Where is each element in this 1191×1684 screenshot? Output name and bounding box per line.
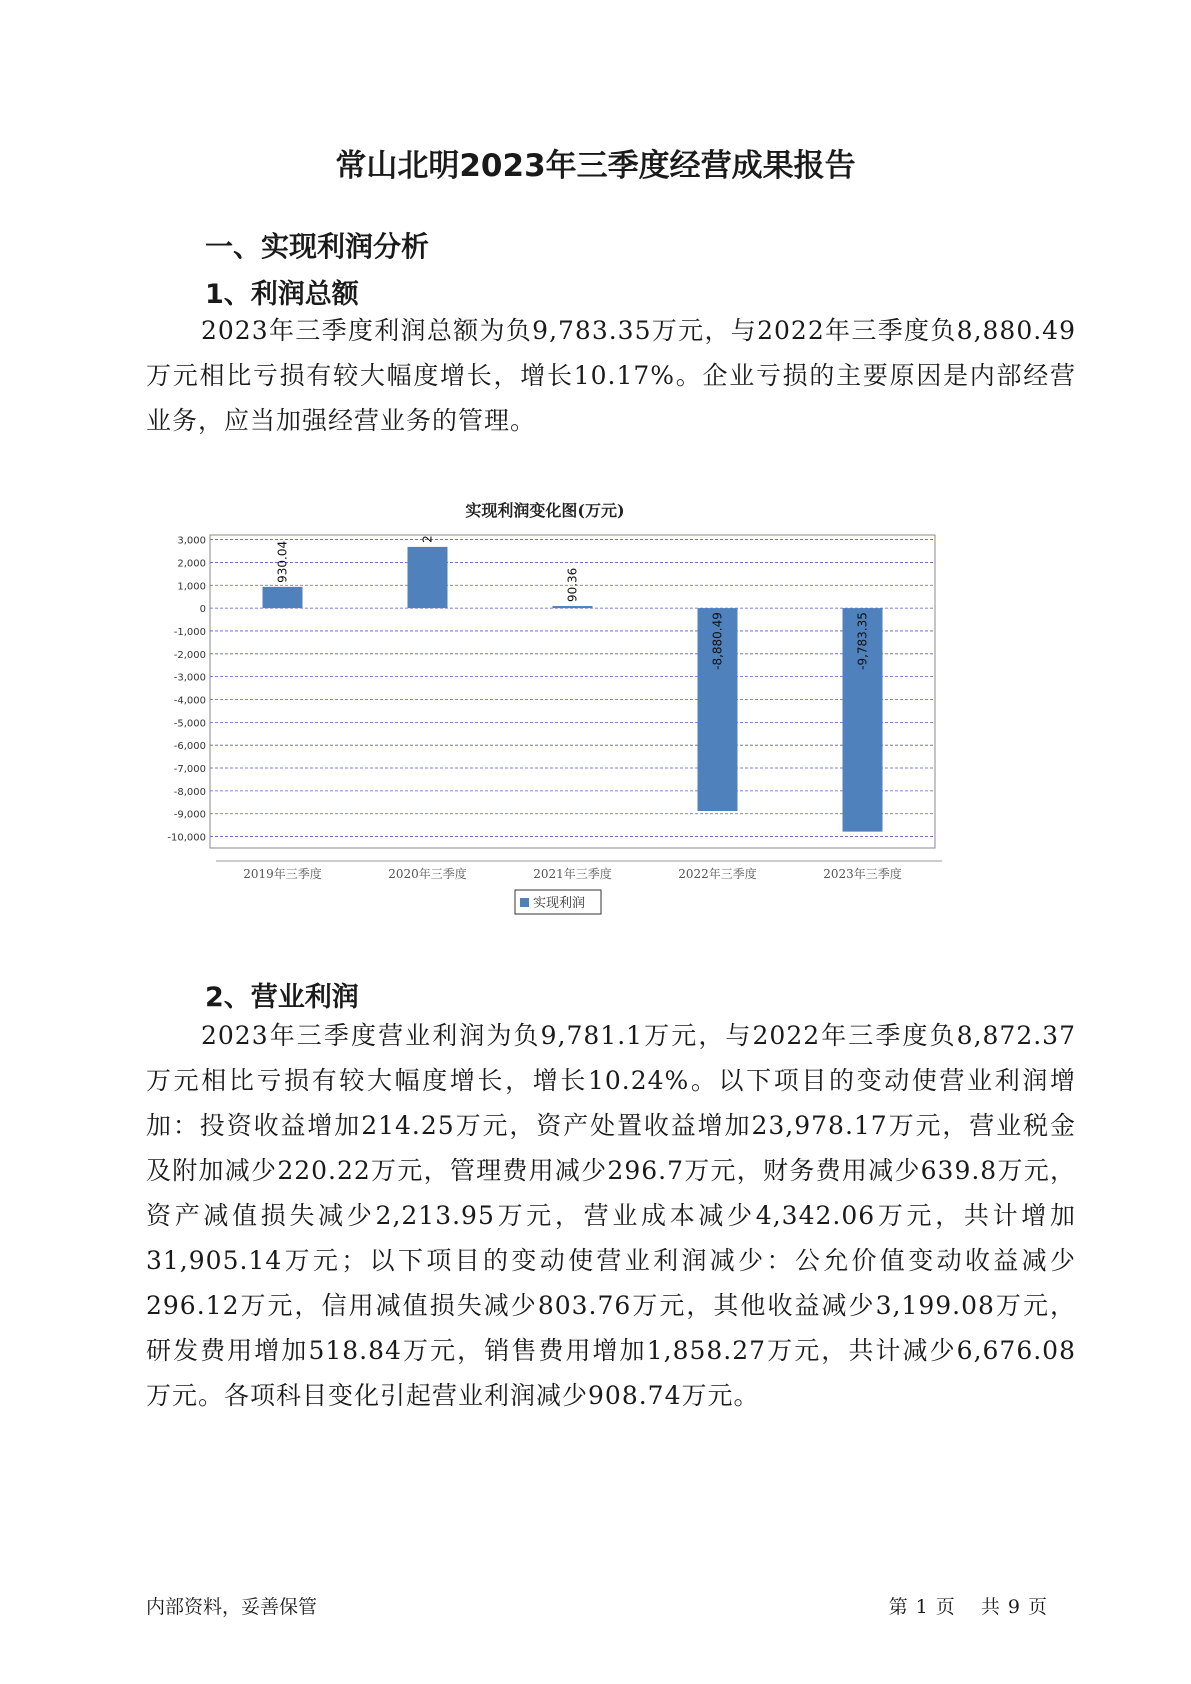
y-tick-label: -5,000: [173, 718, 206, 730]
y-tick-label: -7,000: [173, 764, 206, 776]
profit-chart: [150, 490, 1040, 950]
section-heading: 一、实现利润分析: [205, 230, 430, 263]
subsection-heading-operating-profit: 2、营业利润: [205, 982, 359, 1013]
footer-confidential: 内部资料，妥善保管: [146, 1596, 318, 1618]
data-label: 930.04: [275, 540, 290, 583]
legend-swatch: [520, 898, 529, 907]
y-tick-label: 3,000: [177, 535, 206, 547]
y-tick-label: 1,000: [177, 581, 206, 593]
bar: [408, 547, 448, 608]
legend-label: 实现利润: [533, 896, 586, 911]
data-label: 2: [420, 535, 435, 543]
x-tick-label: 2022年三季度: [678, 867, 757, 881]
total-prefix: 共: [980, 1596, 1000, 1618]
y-tick-label: -3,000: [173, 672, 206, 684]
y-tick-label: -8,000: [173, 786, 206, 798]
chart-title-text: 实现利润变化图(万元): [465, 501, 625, 520]
profit-chart-svg: [150, 490, 1040, 950]
y-tick-label: -2,000: [173, 649, 206, 661]
data-label: -8,880.49: [710, 612, 725, 670]
paragraph-operating-profit: 2023年三季度营业利润为负9,781.1万元，与2022年三季度负8,872.37万元相比亏损有较大幅度增长，增长10.24%。以下项目的变动使营业利润增加：投资收益增加214.25万元，资产处置收益增加23,978.17万元，营业税金及附加减少220.22万元，管理费用减少296.7万元，财务费用减少639.8万元，资产减值损失减少2,213.95万元，营业成本减少4,342.06万元，共计增加31,905.14万元；以下项目的变动使营业利润减少：公允价值变动收益减少296.12万元，信用减值损失减少803.76万元，其他收益减少3,199.08万元，研发费用增加518.84万元，销售费用增加1,858.27万元，共计减少6,676.08万元。各项科目变化引起营业利润减少908.74万元。: [146, 1021, 1076, 1410]
data-label: -9,783.35: [855, 612, 870, 670]
bar: [553, 606, 593, 608]
data-label: 90.36: [565, 567, 580, 603]
total-num: 9: [1007, 1596, 1020, 1618]
y-tick-label: 0: [199, 604, 206, 616]
y-tick-label: -1,000: [173, 626, 206, 638]
x-tick-label: 2020年三季度: [388, 867, 467, 881]
y-tick-label: -9,000: [173, 809, 206, 821]
x-tick-label: 2019年三季度: [243, 867, 322, 881]
y-tick-label: 2,000: [177, 558, 206, 570]
x-tick-label: 2023年三季度: [823, 867, 902, 881]
y-tick-label: -4,000: [173, 695, 206, 707]
footer-page-number: [885, 1592, 1051, 1619]
paragraph-total-profit: 2023年三季度利润总额为负9,783.35万元，与2022年三季度负8,880.49万元相比亏损有较大幅度增长，增长10.17%。企业亏损的主要原因是内部经营业务，应当加强经营业务的管理。: [146, 316, 1076, 435]
report-title: 常山北明2023年三季度经营成果报告: [335, 148, 856, 184]
page-prefix: 第: [888, 1596, 908, 1618]
y-tick-label: -10,000: [167, 832, 206, 844]
bar: [263, 587, 303, 608]
y-tick-label: -6,000: [173, 741, 206, 753]
total-suffix: 页: [1027, 1596, 1047, 1618]
page-num: 1: [915, 1596, 928, 1618]
subsection-heading-total-profit: 1、利润总额: [205, 279, 359, 310]
page-mid: 页: [935, 1596, 955, 1618]
x-tick-label: 2021年三季度: [533, 867, 612, 881]
